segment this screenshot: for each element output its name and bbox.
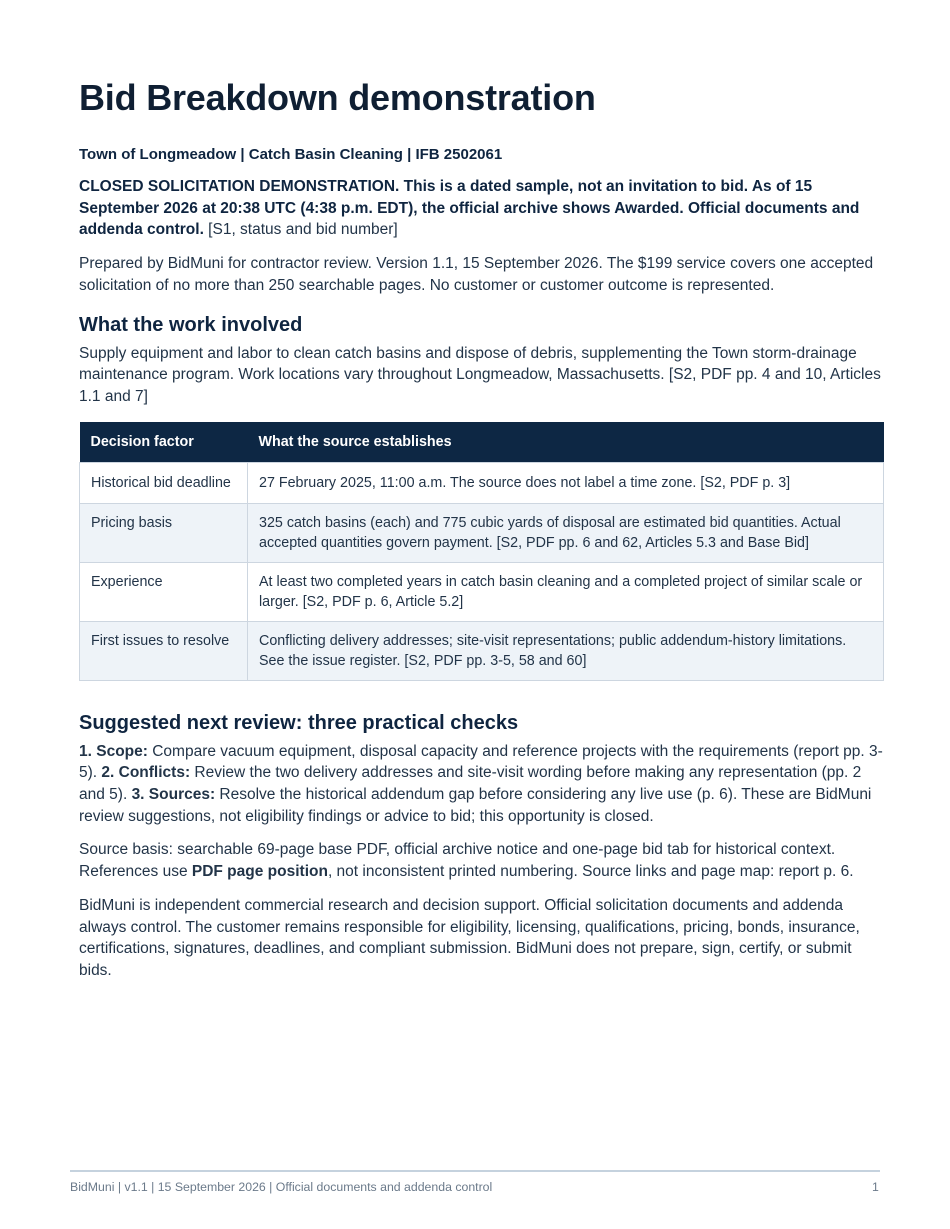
document-page	[79, 70, 885, 982]
table-row	[80, 503, 884, 562]
table-row	[80, 462, 884, 503]
check-scope-text: Compare vacuum equipment, disposal capacity and reference projects with the requirements (report pp. 3-5).	[79, 742, 883, 782]
check-sources-label: 3. Sources:	[131, 786, 216, 804]
check-scope-label: 1. Scope:	[79, 742, 148, 760]
table-header-row	[80, 422, 884, 463]
table-row	[80, 562, 884, 621]
check-sources-text: Resolve the historical addendum gap before considering any live use (p. 6). These are BidMuni review suggestions, not eligibility findings or advice to bid; this opportunity is closed.	[79, 786, 872, 825]
page-subtitle: Town of Longmeadow | Catch Basin Cleaning | IFB 2502061	[79, 146, 503, 163]
table-header-detail: What the source establishes	[248, 422, 884, 463]
table-cell-detail: 27 February 2025, 11:00 a.m. The source does not label a time zone. [S2, PDF p. 3]	[248, 462, 884, 503]
table-cell-factor: Pricing basis	[80, 503, 248, 562]
work-paragraph: Supply equipment and labor to clean catch basins and dispose of debris, supplementing the Town storm-drainage maintenance program. Work locations vary throughout Longmeadow, Massachusetts. [S2, PDF pp. 4 and 10, Articles 1.1 and 7]	[79, 344, 881, 405]
closed-notice-source: [S1, status and bid number]	[203, 221, 398, 239]
source-basis-paragraph	[79, 839, 885, 882]
check-conflicts-label: 2. Conflicts:	[101, 764, 191, 782]
next-review-heading: Suggested next review: three practical checks	[79, 711, 519, 734]
closed-notice	[79, 176, 885, 241]
table-cell-detail: At least two completed years in catch basin cleaning and a completed project of similar scale or larger. [S2, PDF p. 6, Article 5.2]	[248, 562, 884, 621]
footer-text: BidMuni | v1.1 | 15 September 2026 | Official documents and addenda control	[70, 1180, 493, 1194]
table-header-factor: Decision factor	[80, 422, 248, 463]
prepared-paragraph: Prepared by BidMuni for contractor review. Version 1.1, 15 September 2026. The $199 service covers one accepted solicitation of no more than 250 searchable pages. No customer or customer outcome is represented.	[79, 255, 874, 294]
source-basis-before: Source basis: searchable 69-page base PDF, official archive notice and one-page bid tab for historical context. References use	[79, 841, 836, 881]
work-heading: What the work involved	[79, 313, 303, 336]
page-number: 1	[872, 1180, 879, 1194]
source-basis-bold: PDF page position	[191, 863, 328, 881]
table-cell-factor: Historical bid deadline	[80, 462, 248, 503]
table-cell-factor: First issues to resolve	[80, 621, 248, 680]
table-cell-detail: 325 catch basins (each) and 775 cubic yards of disposal are estimated bid quantities. Actual accepted quantities govern payment. [S2, PDF pp. 6 and 62, Articles 5.3 and Base Bid]	[248, 503, 884, 562]
footer-divider	[70, 1170, 880, 1172]
independence-paragraph: BidMuni is independent commercial research and decision support. Official solicitation documents and addenda always control. The customer remains responsible for eligibility, licensing, qualifications, pricing, bonds, insurance, certifications, signatures, deadlines, and compliant submission. BidMuni does not prepare, sign, certify, or submit bids.	[79, 896, 860, 979]
table-cell-factor: Experience	[80, 562, 248, 621]
check-conflicts-text: Review the two delivery addresses and site-visit wording before making any representation (pp. 2 and 5).	[79, 764, 862, 804]
source-basis-after: , not inconsistent printed numbering. Source links and page map: report p. 6.	[327, 863, 854, 881]
page-title: Bid Breakdown demonstration	[79, 77, 596, 118]
closed-notice-bold: CLOSED SOLICITATION DEMONSTRATION. This is a dated sample, not an invitation to bid. As of 15 September 2026 at 20:38 UTC (4:38 p.m. EDT), the official archive shows Awarded. Official documents and addenda control.	[79, 178, 860, 239]
decision-table	[79, 422, 884, 681]
checks-paragraph	[79, 741, 885, 828]
table-row	[80, 621, 884, 680]
table-cell-detail: Conflicting delivery addresses; site-visit representations; public addendum-history limitations. See the issue register. [S2, PDF pp. 3-5, 58 and 60]	[248, 621, 884, 680]
